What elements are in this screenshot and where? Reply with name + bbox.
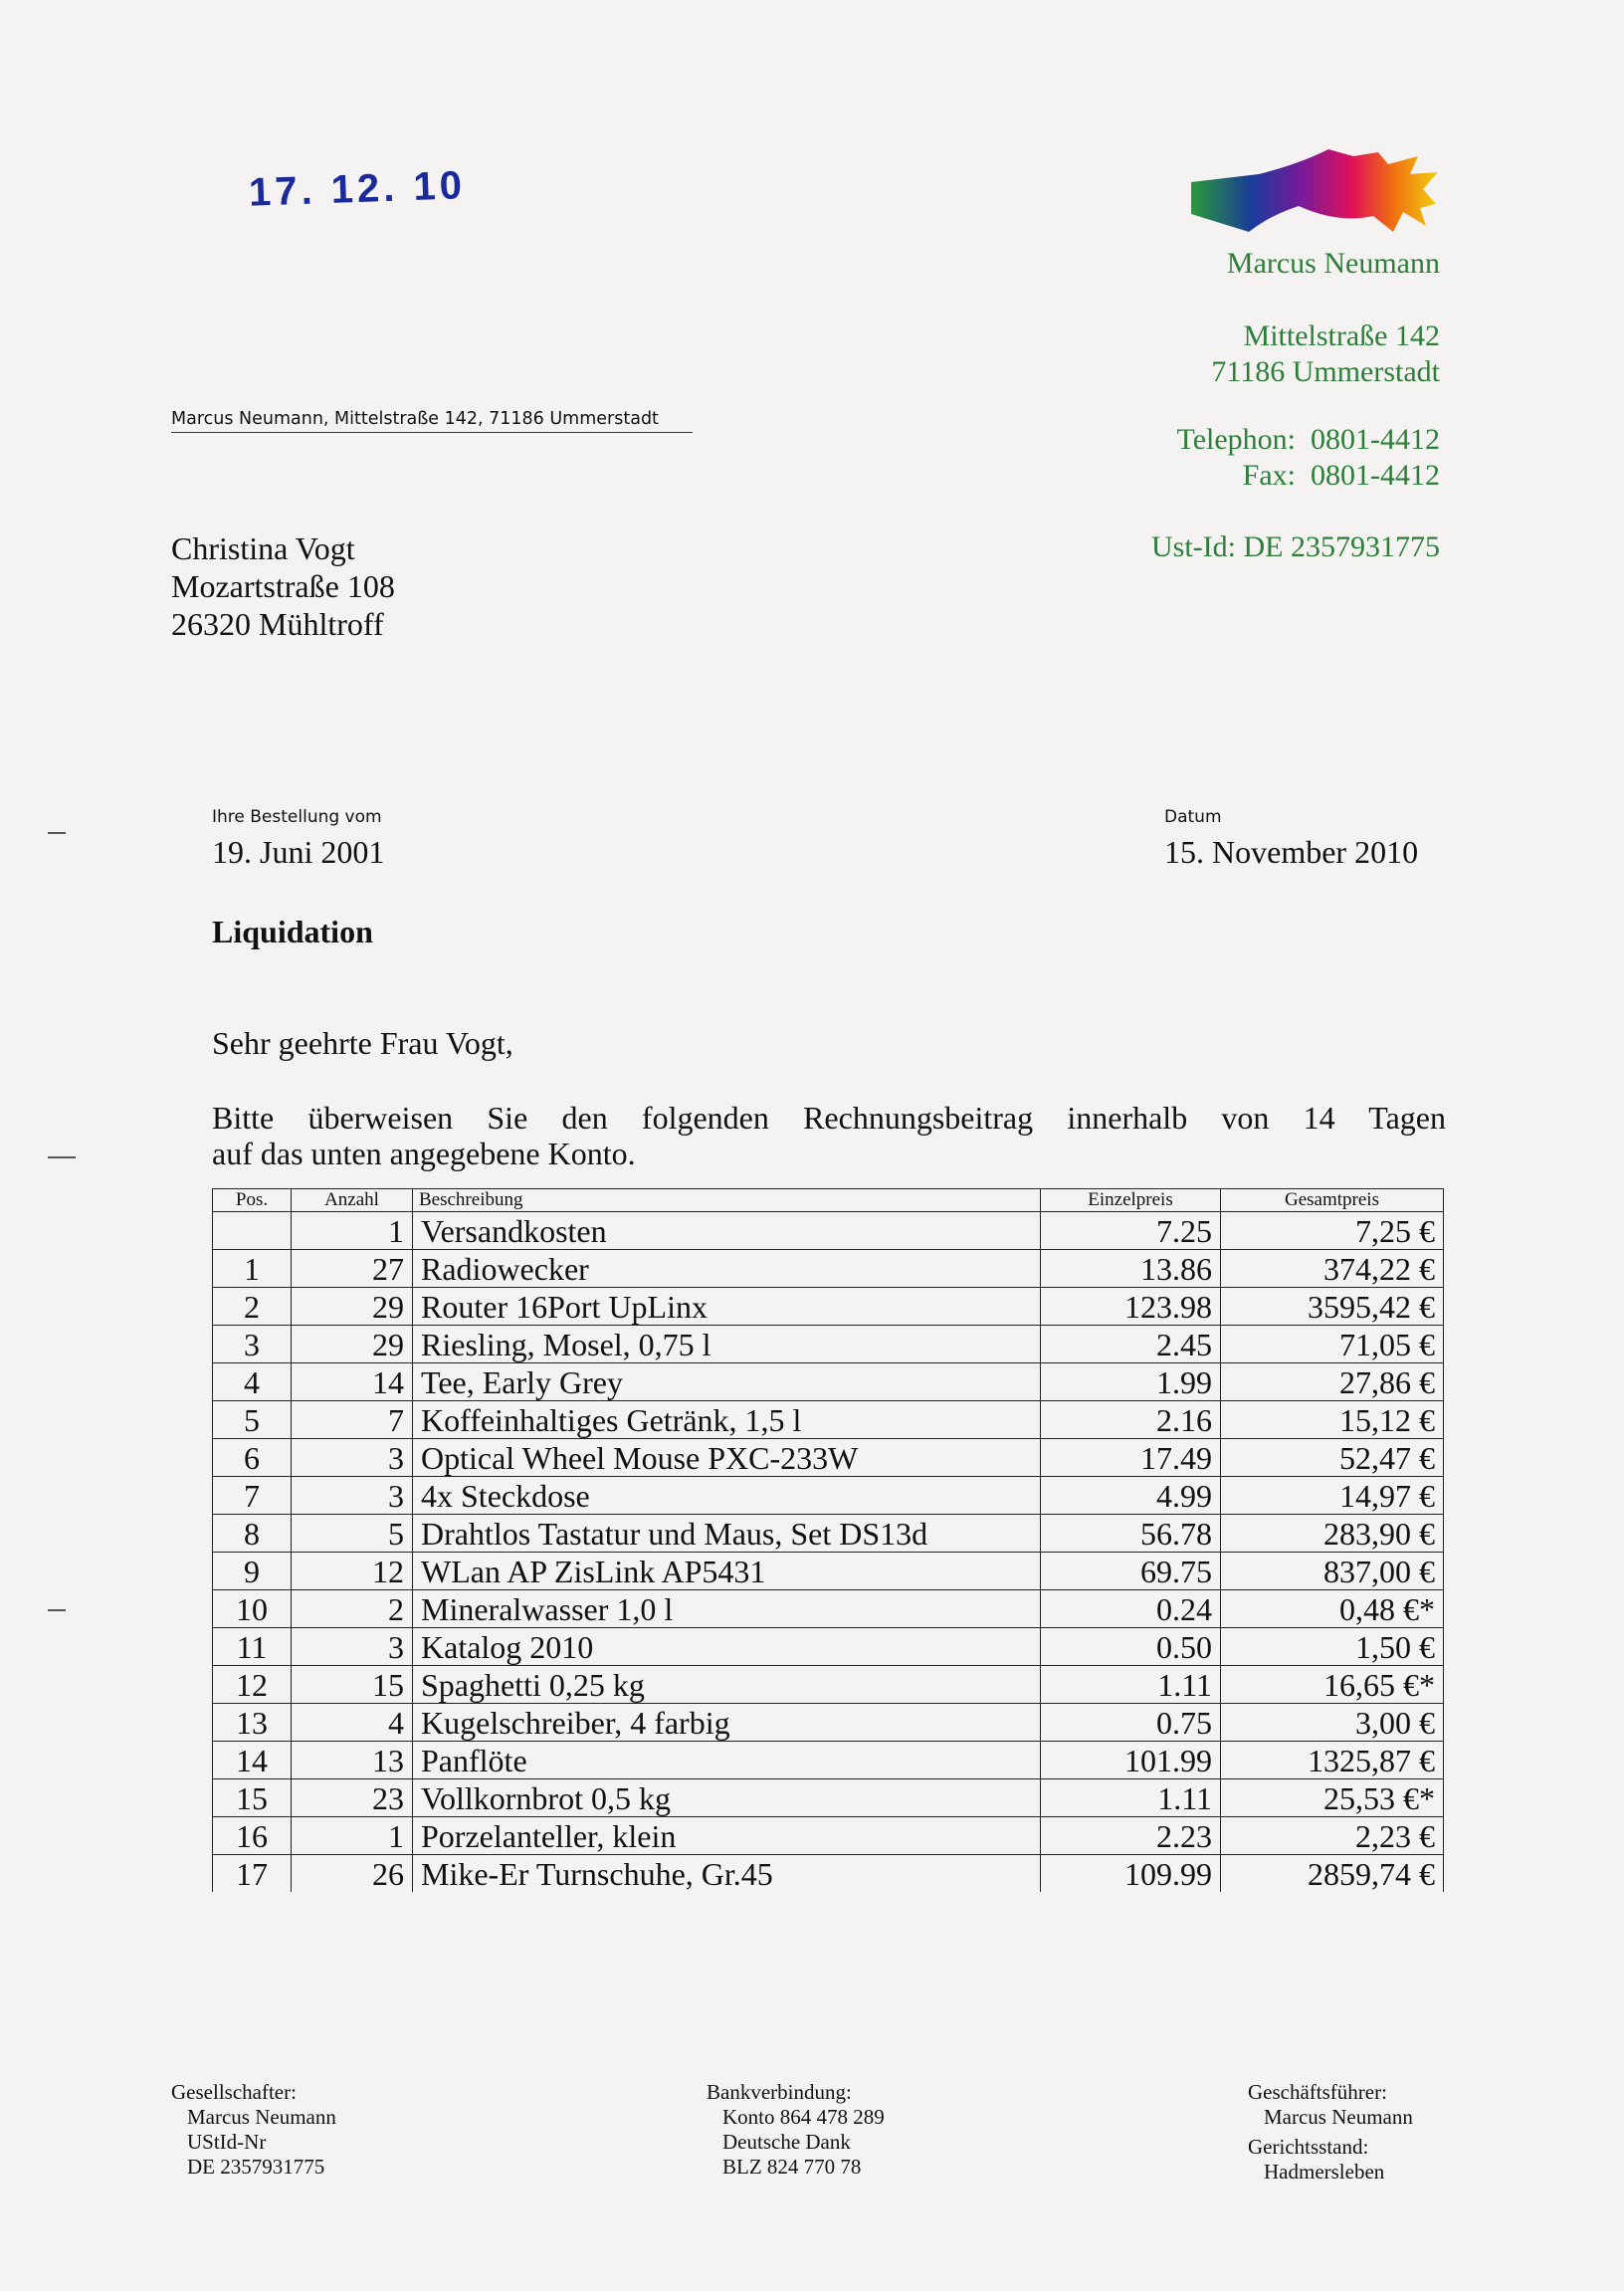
recipient-address (171, 529, 395, 643)
table-row (213, 1628, 1444, 1666)
table-row (213, 1704, 1444, 1742)
table-row (213, 1855, 1444, 1893)
row-pos: 17 (213, 1855, 292, 1893)
row-desc: Tee, Early Grey (413, 1363, 1041, 1401)
row-unit-price: 1.11 (1041, 1666, 1221, 1704)
table-row (213, 1779, 1444, 1817)
row-total-price: 52,47 € (1221, 1439, 1444, 1477)
fold-mark (48, 1609, 66, 1611)
footer-line: BLZ 824 770 78 (722, 2155, 862, 2179)
header-unit-price: Einzelpreis (1041, 1189, 1221, 1212)
header-pos: Pos. (213, 1189, 292, 1212)
footer-line: Konto 864 478 289 (722, 2105, 885, 2129)
row-pos: 15 (213, 1779, 292, 1817)
footer-line: Marcus Neumann (187, 2105, 336, 2129)
invoice-date: 15. November 2010 (1164, 834, 1419, 870)
footer-line: Marcus Neumann (1264, 2105, 1413, 2129)
row-pos: 12 (213, 1666, 292, 1704)
row-desc: Drahtlos Tastatur und Maus, Set DS13d (413, 1515, 1041, 1553)
row-qty: 3 (292, 1628, 413, 1666)
intro-line: auf das unten angegebene Konto. (212, 1136, 636, 1171)
row-total-price: 14,97 € (1221, 1477, 1444, 1515)
row-qty: 14 (292, 1363, 413, 1401)
row-desc: Versandkosten (413, 1212, 1041, 1250)
table-row (213, 1401, 1444, 1439)
table-row (213, 1817, 1444, 1855)
row-unit-price: 0.75 (1041, 1704, 1221, 1742)
row-desc: Koffeinhaltiges Getränk, 1,5 l (413, 1401, 1041, 1439)
footer-bank (707, 2080, 885, 2180)
sender-return-address: Marcus Neumann, Mittelstraße 142, 71186 Ummerstadt (171, 409, 693, 433)
row-qty: 29 (292, 1288, 413, 1326)
table-header-row (213, 1189, 1444, 1212)
intro-line: Bitte überweisen Sie den folgenden Rechnungsbeitrag innerhalb von 14 Tagen (212, 1100, 1446, 1136)
row-unit-price: 2.23 (1041, 1817, 1221, 1855)
company-street: Mittelstraße 142 (1243, 319, 1440, 352)
punch-mark (48, 1156, 76, 1158)
footer-line: Deutsche Dank (722, 2130, 851, 2154)
header-qty: Anzahl (292, 1189, 413, 1212)
row-qty: 26 (292, 1855, 413, 1893)
row-qty: 5 (292, 1515, 413, 1553)
footer-management-title: Geschäftsführer: (1248, 2080, 1387, 2104)
footer-court-title: Gerichtsstand: (1248, 2135, 1369, 2159)
footer-bank-title: Bankverbindung: (707, 2080, 852, 2104)
row-desc: Vollkornbrot 0,5 kg (413, 1779, 1041, 1817)
row-qty: 27 (292, 1250, 413, 1288)
row-unit-price: 1.99 (1041, 1363, 1221, 1401)
company-logo (1189, 144, 1448, 244)
row-total-price: 1325,87 € (1221, 1742, 1444, 1779)
row-unit-price: 0.50 (1041, 1628, 1221, 1666)
row-qty: 1 (292, 1212, 413, 1250)
row-desc: Porzelanteller, klein (413, 1817, 1041, 1855)
row-desc: Panflöte (413, 1742, 1041, 1779)
row-total-price: 16,65 €* (1221, 1666, 1444, 1704)
row-pos: 3 (213, 1326, 292, 1363)
table-row (213, 1212, 1444, 1250)
row-total-price: 374,22 € (1221, 1250, 1444, 1288)
row-desc: Katalog 2010 (413, 1628, 1041, 1666)
row-unit-price: 2.45 (1041, 1326, 1221, 1363)
row-pos: 11 (213, 1628, 292, 1666)
row-unit-price: 13.86 (1041, 1250, 1221, 1288)
row-total-price: 15,12 € (1221, 1401, 1444, 1439)
row-qty: 3 (292, 1477, 413, 1515)
row-pos: 5 (213, 1401, 292, 1439)
footer-management (1248, 2080, 1413, 2185)
row-qty: 23 (292, 1779, 413, 1817)
date-stamp: 17. 12. 10 (248, 163, 467, 215)
row-pos: 13 (213, 1704, 292, 1742)
table-row (213, 1288, 1444, 1326)
row-unit-price: 7.25 (1041, 1212, 1221, 1250)
row-unit-price: 4.99 (1041, 1477, 1221, 1515)
table-row (213, 1666, 1444, 1704)
row-unit-price: 2.16 (1041, 1401, 1221, 1439)
row-qty: 7 (292, 1401, 413, 1439)
row-pos: 4 (213, 1363, 292, 1401)
row-pos: 1 (213, 1250, 292, 1288)
row-total-price: 71,05 € (1221, 1326, 1444, 1363)
row-total-price: 0,48 €* (1221, 1590, 1444, 1628)
row-unit-price: 101.99 (1041, 1742, 1221, 1779)
company-city: 71186 Ummerstadt (1211, 355, 1440, 388)
row-qty: 3 (292, 1439, 413, 1477)
row-total-price: 2,23 € (1221, 1817, 1444, 1855)
company-name: Marcus Neumann (1226, 247, 1440, 280)
row-qty: 1 (292, 1817, 413, 1855)
row-total-price: 1,50 € (1221, 1628, 1444, 1666)
row-total-price: 3,00 € (1221, 1704, 1444, 1742)
footer-line: UStId-Nr (187, 2130, 267, 2154)
table-row (213, 1250, 1444, 1288)
row-unit-price: 56.78 (1041, 1515, 1221, 1553)
table-row (213, 1515, 1444, 1553)
row-total-price: 837,00 € (1221, 1553, 1444, 1590)
recipient-street: Mozartstraße 108 (171, 568, 395, 604)
company-fax: Fax: 0801-4412 (1242, 459, 1440, 492)
row-qty: 2 (292, 1590, 413, 1628)
row-unit-price: 109.99 (1041, 1855, 1221, 1893)
table-row (213, 1590, 1444, 1628)
table-row (213, 1553, 1444, 1590)
subject: Liquidation (212, 914, 373, 949)
row-pos: 2 (213, 1288, 292, 1326)
row-desc: Spaghetti 0,25 kg (413, 1666, 1041, 1704)
footer-line: Hadmersleben (1264, 2160, 1385, 2184)
row-desc: Router 16Port UpLinx (413, 1288, 1041, 1326)
row-qty: 12 (292, 1553, 413, 1590)
footer-partners (171, 2080, 336, 2180)
row-unit-price: 69.75 (1041, 1553, 1221, 1590)
row-desc: Kugelschreiber, 4 farbig (413, 1704, 1041, 1742)
table-row (213, 1363, 1444, 1401)
row-pos (213, 1212, 292, 1250)
row-pos: 7 (213, 1477, 292, 1515)
row-pos: 14 (213, 1742, 292, 1779)
header-desc: Beschreibung (413, 1189, 1041, 1212)
row-total-price: 7,25 € (1221, 1212, 1444, 1250)
row-desc: Mineralwasser 1,0 l (413, 1590, 1041, 1628)
row-pos: 8 (213, 1515, 292, 1553)
company-address (1211, 318, 1440, 390)
row-unit-price: 17.49 (1041, 1439, 1221, 1477)
row-desc: Mike-Er Turnschuhe, Gr.45 (413, 1855, 1041, 1893)
row-desc: Radiowecker (413, 1250, 1041, 1288)
recipient-name: Christina Vogt (171, 530, 355, 566)
row-total-price: 27,86 € (1221, 1363, 1444, 1401)
invoice-date-label: Datum (1164, 807, 1222, 827)
row-unit-price: 0.24 (1041, 1590, 1221, 1628)
row-total-price: 283,90 € (1221, 1515, 1444, 1553)
row-pos: 10 (213, 1590, 292, 1628)
invoice-items-table (212, 1188, 1444, 1892)
table-row (213, 1742, 1444, 1779)
table-row (213, 1439, 1444, 1477)
row-unit-price: 1.11 (1041, 1779, 1221, 1817)
intro-text (212, 1100, 1446, 1171)
footer-partners-title: Gesellschafter: (171, 2080, 297, 2104)
row-pos: 9 (213, 1553, 292, 1590)
row-qty: 29 (292, 1326, 413, 1363)
row-total-price: 25,53 €* (1221, 1779, 1444, 1817)
row-qty: 13 (292, 1742, 413, 1779)
row-total-price: 2859,74 € (1221, 1855, 1444, 1893)
order-date: 19. Juni 2001 (212, 834, 385, 870)
row-qty: 15 (292, 1666, 413, 1704)
header-total-price: Gesamtpreis (1221, 1189, 1444, 1212)
row-desc: 4x Steckdose (413, 1477, 1041, 1515)
table-row (213, 1477, 1444, 1515)
row-desc: WLan AP ZisLink AP5431 (413, 1553, 1041, 1590)
footer-line: DE 2357931775 (187, 2155, 325, 2179)
company-ustid: Ust-Id: DE 2357931775 (1151, 530, 1440, 563)
order-date-label: Ihre Bestellung vom (212, 807, 382, 827)
row-desc: Riesling, Mosel, 0,75 l (413, 1326, 1041, 1363)
company-telephone: Telephon: 0801-4412 (1176, 423, 1440, 456)
row-desc: Optical Wheel Mouse PXC-233W (413, 1439, 1041, 1477)
row-pos: 16 (213, 1817, 292, 1855)
fold-mark (48, 832, 66, 834)
table-row (213, 1326, 1444, 1363)
recipient-city: 26320 Mühltroff (171, 606, 384, 642)
row-unit-price: 123.98 (1041, 1288, 1221, 1326)
company-contact (1176, 422, 1440, 494)
row-total-price: 3595,42 € (1221, 1288, 1444, 1326)
salutation: Sehr geehrte Frau Vogt, (212, 1025, 513, 1061)
row-qty: 4 (292, 1704, 413, 1742)
row-pos: 6 (213, 1439, 292, 1477)
